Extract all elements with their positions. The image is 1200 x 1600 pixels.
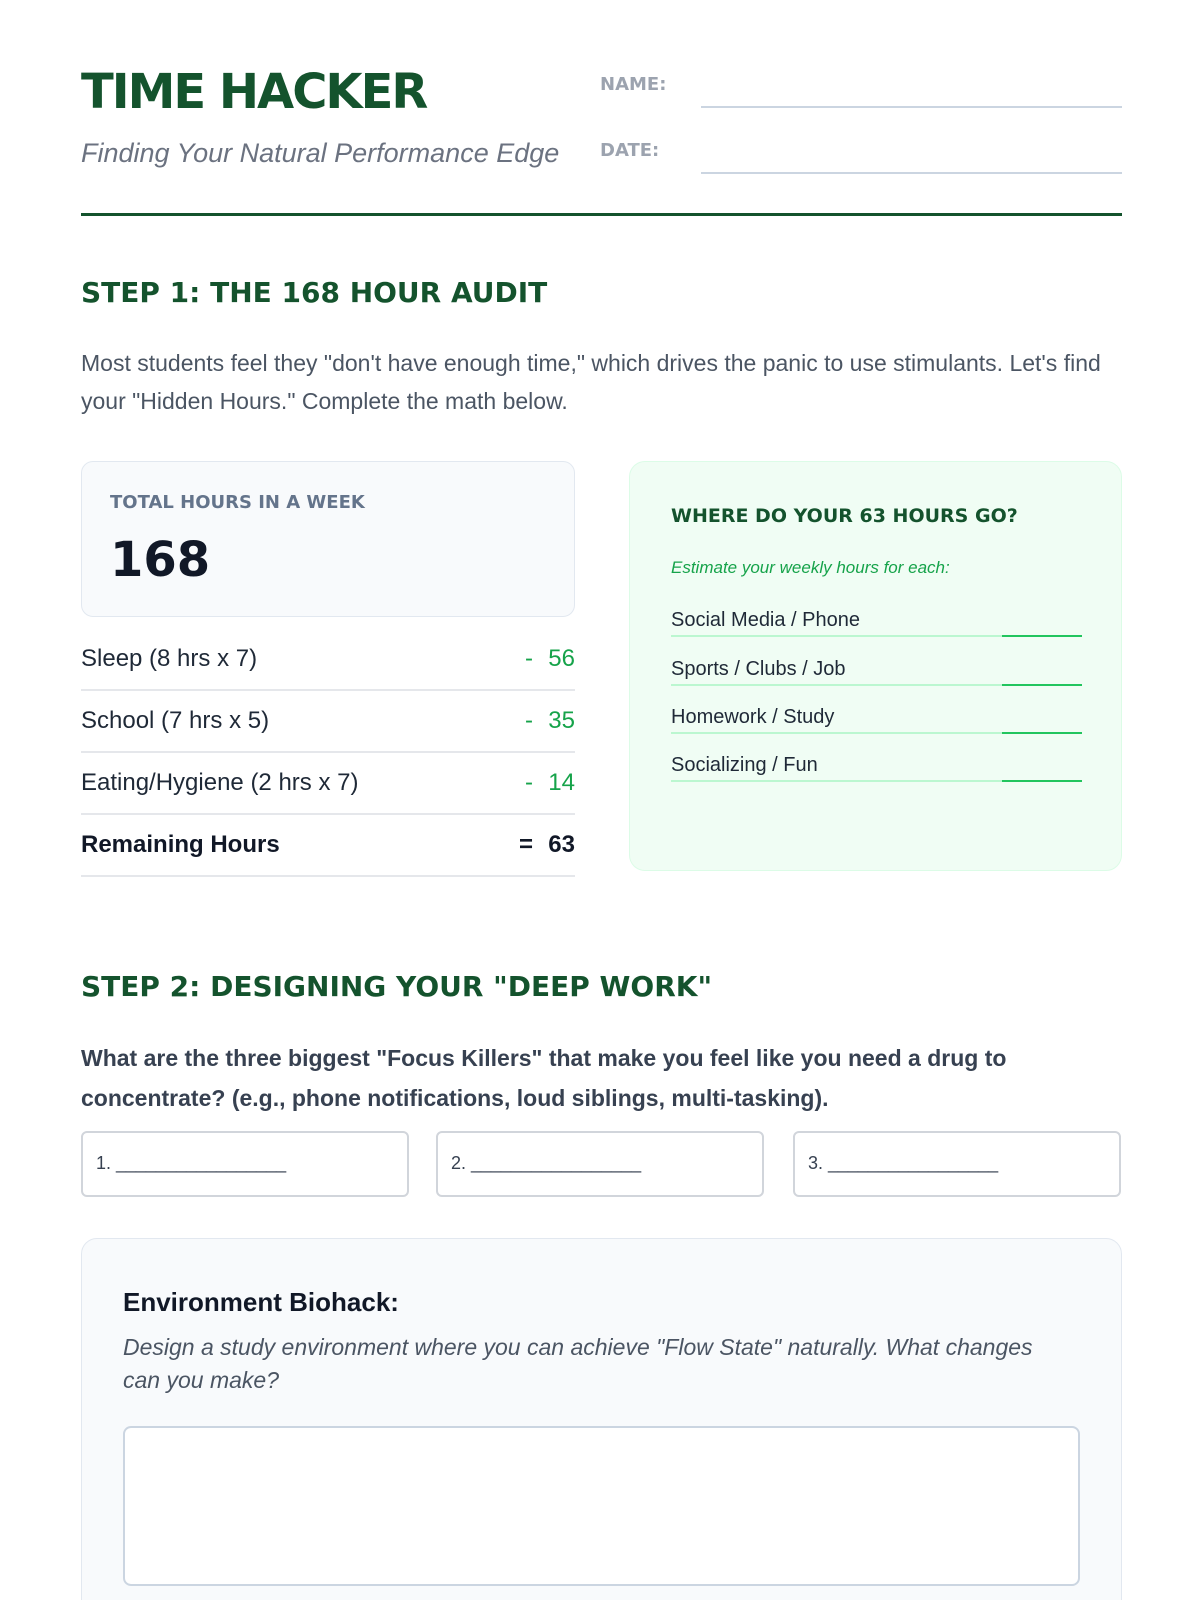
hours-breakdown-card [629, 461, 1122, 871]
biohack-description: Design a study environment where you can achieve "Flow State" naturally. What changes can you make? [123, 1334, 1033, 1393]
estimate-input[interactable] [1002, 635, 1082, 637]
focus-killer-text: 2. _________________ [451, 1153, 642, 1173]
total-hours-label: TOTAL HOURS IN A WEEK [110, 492, 365, 513]
breakdown-title: WHERE DO YOUR 63 HOURS GO? [671, 505, 1018, 527]
focus-killer-text: 3. _________________ [808, 1153, 999, 1173]
step2-heading: STEP 2: DESIGNING YOUR "DEEP WORK" [81, 970, 713, 1003]
step1-heading: STEP 1: THE 168 HOUR AUDIT [81, 276, 548, 309]
step1-intro: Most students feel they "don't have enough time," which drives the panic to use stimulants. Let's find your "Hidden Hours." Complete the math below. [81, 350, 1101, 414]
biohack-title: Environment Biohack: [123, 1287, 399, 1317]
estimate-row-social-media [671, 607, 1082, 637]
estimate-input[interactable] [1002, 684, 1082, 686]
calc-value: 35 [548, 707, 575, 734]
calc-value: 63 [548, 831, 575, 858]
focus-killer-input-3[interactable] [793, 1131, 1121, 1197]
estimate-label: Social Media / Phone [671, 609, 861, 631]
biohack-answer-area[interactable] [123, 1426, 1080, 1586]
focus-killer-input-2[interactable] [436, 1131, 764, 1197]
estimate-row-sports [671, 656, 1082, 686]
calc-operator: - [525, 769, 533, 796]
total-hours-value: 168 [110, 532, 211, 588]
estimate-row-homework [671, 704, 1082, 734]
calc-row-sleep [81, 629, 575, 691]
hours-calculation [81, 629, 575, 877]
calc-label: School (7 hrs x 5) [81, 707, 270, 734]
worksheet-header [81, 60, 1122, 218]
breakdown-hint: Estimate your weekly hours for each: [671, 558, 950, 577]
calc-row-eating [81, 753, 575, 815]
worksheet-page [81, 0, 1122, 1600]
calc-value: 56 [548, 645, 575, 672]
calc-operator: - [525, 707, 533, 734]
name-field[interactable] [701, 106, 1122, 108]
total-hours-card [81, 461, 575, 617]
estimate-label: Socializing / Fun [671, 754, 818, 776]
estimate-input[interactable] [1002, 780, 1082, 782]
calc-operator: = [518, 831, 533, 858]
focus-killer-text: 1. _________________ [96, 1153, 287, 1173]
calc-row-school [81, 691, 575, 753]
worksheet-subtitle: Finding Your Natural Performance Edge [81, 138, 560, 168]
date-label: DATE: [600, 140, 660, 161]
header-divider [81, 213, 1122, 216]
environment-biohack-card [81, 1238, 1122, 1600]
estimate-input[interactable] [1002, 732, 1082, 734]
calc-value: 14 [548, 769, 575, 796]
calc-label: Sleep (8 hrs x 7) [81, 645, 258, 672]
calc-operator: - [525, 645, 533, 672]
focus-killer-input-1[interactable] [81, 1131, 409, 1197]
date-field[interactable] [701, 172, 1122, 174]
calc-row-remaining [81, 815, 575, 877]
estimate-row-socializing [671, 752, 1082, 782]
estimate-label: Sports / Clubs / Job [671, 658, 846, 680]
calc-label: Eating/Hygiene (2 hrs x 7) [81, 769, 359, 796]
estimate-label: Homework / Study [671, 706, 835, 728]
worksheet-title: TIME HACKER [81, 64, 427, 120]
name-label: NAME: [600, 74, 667, 95]
focus-killers-question: What are the three biggest "Focus Killers" that make you feel like you need a drug to concentrate? (e.g., phone notifications, loud siblings, multi-tasking). [81, 1045, 1007, 1111]
calc-label: Remaining Hours [81, 831, 280, 858]
